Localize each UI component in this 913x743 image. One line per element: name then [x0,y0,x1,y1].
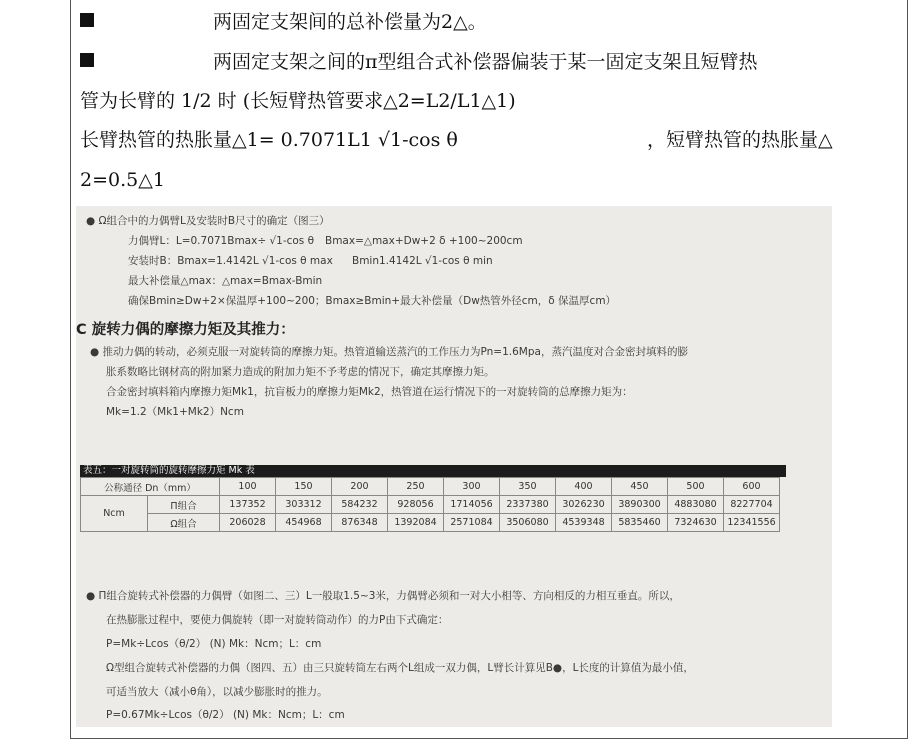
table-header-cell: 600 [724,478,780,496]
table-cell: 584232 [332,496,388,514]
table-row [81,496,780,514]
scan-paragraph: ● Ω组合中的力偶臂L及安装时B尺寸的确定（图三） [86,215,330,227]
table-row-label: Ω组合 [148,514,220,532]
table-header-cell: 200 [332,478,388,496]
table-cell: 8227704 [724,496,780,514]
table-header-cell: 400 [556,478,612,496]
scan-paragraph: 可适当放大（减小θ角），以减少膨胀时的推力。 [106,686,328,698]
table-cell: 3026230 [556,496,612,514]
table-header-cell: 250 [388,478,444,496]
text-line-4a: 长臂热管的热胀量△1= 0.7071L1 √1-cos θ [80,129,458,151]
table-header-cell: 150 [276,478,332,496]
table-cell: 454968 [276,514,332,532]
table-cell: 4539348 [556,514,612,532]
square-bullet-icon [80,13,94,27]
text-line-2: 两固定支架之间的π型组合式补偿器偏装于某一固定支架且短臂热 [80,50,758,74]
scan-paragraph: 胀系数略比钢材高的附加紧力造成的附加力矩不予考虑的情况下，确定其摩擦力矩。 [106,366,495,378]
scan-paragraph: ● Π组合旋转式补偿器的力偶臂（如图二、三）L一般取1.5~3米，力偶臂必须和一对大小相等、方向相反的力相互垂直。所以， [86,590,680,602]
table-cell: 137352 [220,496,276,514]
scan-formula: Bmin1.4142L √1-cos θ min [352,255,493,267]
table-cell: 303312 [276,496,332,514]
table-header-label: 公称通径 Dn（mm） [81,478,220,496]
table-header-cell: 450 [612,478,668,496]
text-line-3: 管为长臂的 1/2 时 (长短臂热管要求△2=L2/L1△1) [80,90,516,112]
table-cell: 3890300 [612,496,668,514]
table-cell: 206028 [220,514,276,532]
table-header-row [81,478,780,496]
table-header-cell: 100 [220,478,276,496]
scan-paragraph: 合金密封填料箱内摩擦力矩Mk1，抗盲板力的摩擦力矩Mk2，热管道在运行情况下的一对旋转筒的总摩擦力矩为： [106,386,633,398]
square-bullet-icon [80,53,94,67]
text-line-1: 两固定支架间的总补偿量为2△。 [80,10,487,34]
scan-formula: Bmax=△max+Dw+2 δ +100~200cm [325,235,523,247]
table-cell: 3506080 [500,514,556,532]
text-line-5: 2=0.5△1 [80,169,165,191]
scan-paragraph: Ω型组合旋转式补偿器的力偶（图四、五）由三只旋转筒左右两个L组成一双力偶，L臂长计算见B●，L长度的计算值为最小值， [106,662,694,674]
table-cell: 1714056 [444,496,500,514]
table-title: 表五：一对旋转筒的旋转摩擦力矩 Mk 表 [80,465,786,477]
table-cell: 12341556 [724,514,780,532]
scan-formula: Mk=1.2（Mk1+Mk2）Ncm [106,406,244,418]
table-row [81,514,780,532]
table-cell: 928056 [388,496,444,514]
table-row-group-label: Ncm [81,496,148,532]
table-cell: 1392084 [388,514,444,532]
scan-formula: 安装时B：Bmax=1.4142L √1-cos θ max [128,255,333,267]
table-cell: 2337380 [500,496,556,514]
scan-paragraph: ● 推动力偶的转动，必须克服一对旋转筒的摩擦力矩。热管道输送蒸汽的工作压力为Pn=1.6Mpa，蒸汽温度对合金密封填料的膨 [90,346,688,358]
scan-paragraph: 确保Bmin≥Dw+2×保温厚+100~200；Bmax≥Bmin+最大补偿量（Dw热管外径cm，δ 保温厚cm） [128,295,617,307]
table-row-label: Π组合 [148,496,220,514]
scan-formula: 最大补偿量△max：△max=Bmax-Bmin [128,275,323,287]
table-header-cell: 300 [444,478,500,496]
scan-paragraph: 在热膨胀过程中，要使力偶旋转（即一对旋转筒动作）的力P由下式确定： [106,614,449,626]
scan-formula: P=Mk÷Lcos（θ/2） (N) Mk：Ncm；L：cm [106,638,322,650]
table-header-cell: 500 [668,478,724,496]
scanned-page-image [76,206,832,727]
table-header-cell: 350 [500,478,556,496]
section-heading-c: C 旋转力偶的摩擦力矩及其推力： [76,322,295,338]
text-line-4b: ，短臂热管的热胀量△ [647,129,833,151]
scan-formula: 力偶臂L：L=0.7071Bmax÷ √1-cos θ [128,235,315,247]
table-cell: 2571084 [444,514,500,532]
table-cell: 876348 [332,514,388,532]
table-cell: 4883080 [668,496,724,514]
friction-torque-table [80,477,780,532]
table-cell: 7324630 [668,514,724,532]
table-cell: 5835460 [612,514,668,532]
scan-formula: P=0.67Mk÷Lcos（θ/2） (N) Mk：Ncm；L：cm [106,709,345,721]
